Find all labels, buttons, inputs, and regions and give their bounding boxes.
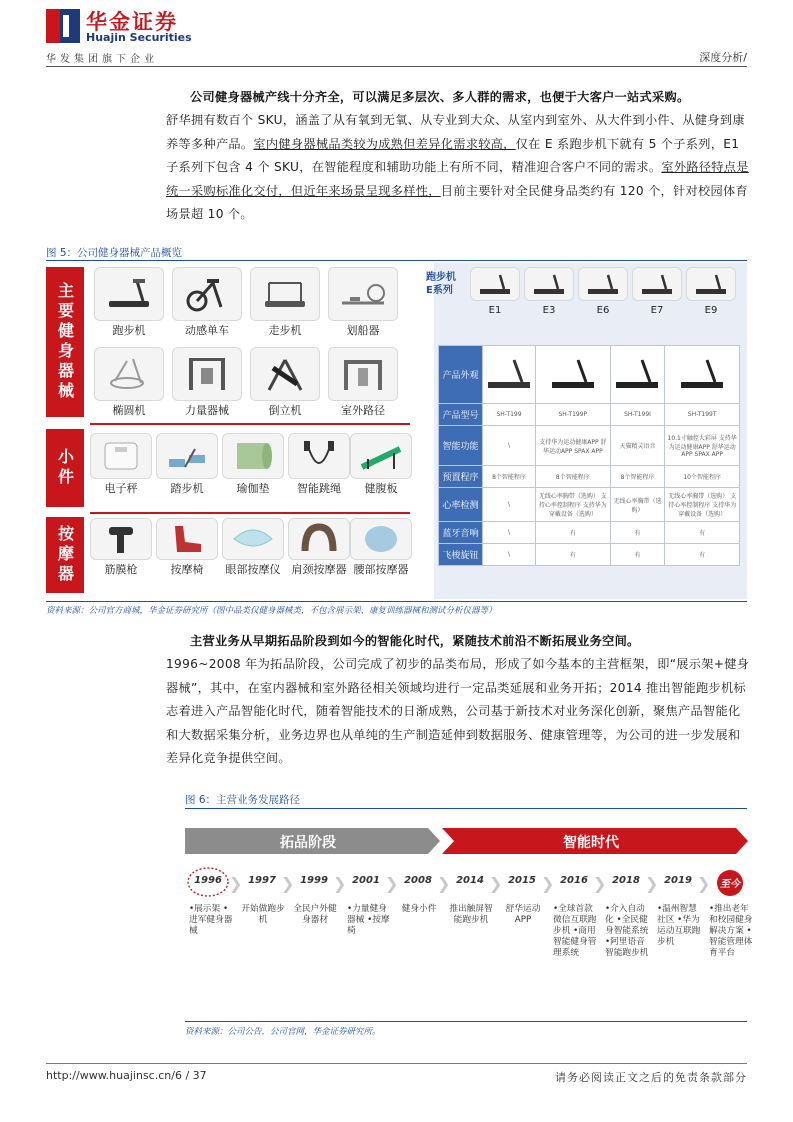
year-label: 1997 (248, 875, 276, 886)
section2-body: 1996~2008 年为拓品阶段，公司完成了初步的品类布局，形成了如今基本的主营框架，即“展示架+健身器械”，其中，在室内器械和室外路径相关领域均进行一定品类延展和业务开拓；2014 推出智能跑步机标志着进入产品智能化时代，随着智能技术的日渐成熟，公司基于新技术对业务深化创新，聚焦产品智能化和大数据采集分析，业务边界也从单纯的生产制造延伸到数据服务、健康管理等，为公司的进一步发展和差异化竞争提供空间。 (166, 657, 750, 766)
huajin-logo-icon (46, 9, 80, 43)
product-card: 瑜伽垫 (222, 433, 284, 496)
phase-smart-era: 智能时代 (563, 835, 619, 851)
product-card: 肩颈按摩器 (288, 518, 350, 577)
treadmill-icon (470, 267, 520, 301)
brand-name: 华金证券 (86, 10, 178, 34)
section1-p5: 目前主要针对全民健身品类约有 120 个，针对校园体育场景超 10 个。 (166, 183, 748, 222)
figure5-title: 图 5：公司健身器械产品概览 (46, 247, 183, 259)
category-divider (90, 512, 410, 514)
product-card: 腰部按摩器 (350, 518, 412, 577)
treadmill-icon (632, 267, 682, 301)
figure5 (46, 263, 747, 599)
year-label: 2008 (404, 875, 432, 886)
waist-massager-icon (350, 518, 412, 560)
chevron-right-icon: ❯ (697, 874, 711, 893)
rowing-machine-icon (328, 267, 398, 321)
ab-board-icon (350, 433, 412, 479)
spec-table: 产品外观 产品型号 SH-T199 SH-T199P SH-T199I SH-T199T 智能功能 \ 支持华为运动健康APP 舒华运动APP SPAX APP 天猫精灵语音 10.1寸触控大彩屏 支持华为运动健康APP 舒华运动APP SPAX APP 预置程序 8个智能程序 8个智能程序 8个智能程序 10个智能程序 心率检测 \ 无线心率胸带（选购） 支持心率控制程序 支持华为穿戴设备（选购） 无线心率胸带（选购） 无线心率胸带（选购） 支持心率控制程序 支持华为穿戴设备（选购） 蓝牙音响 \ 有 有 有 飞梭旋钮 \ 有 有 有 (438, 345, 740, 566)
scale-icon (90, 433, 152, 479)
phase-expansion: 拓品阶段 (280, 835, 336, 851)
chevron-right-icon: ❯ (333, 874, 347, 893)
section1-p2: 室内健身器械品类较为成熟但差异化需求较高， (253, 136, 516, 151)
event-text: •全球首款微信互联跑步机 •商用智能健身管理系统 (553, 904, 597, 958)
figure6-timeline (185, 826, 753, 1016)
treadmill-icon (578, 267, 628, 301)
section1-p3: 仅在 E 系跑步机下就有 5 个子系列，E1 子系列下包含 4 个 SKU，在智能程度和辅助功能上有所不同，精准迎合客户不同的需求。 (166, 136, 740, 175)
treadmill-icon (484, 356, 534, 392)
product-card: 健腹板 (350, 433, 412, 496)
footer-divider (46, 1063, 747, 1064)
inversion-table-icon (250, 347, 320, 401)
chevron-right-icon: ❯ (281, 874, 295, 893)
row-header: 飞梭旋钮 (439, 544, 483, 566)
brand-name-en: Huajin Securities (86, 31, 192, 44)
year-label: 1996 (194, 875, 222, 886)
product-card: 室外路径 (328, 347, 398, 418)
outdoor-equipment-icon (328, 347, 398, 401)
row-header: 心率检测 (439, 488, 483, 522)
eye-massager-icon (222, 518, 284, 560)
row-header: 产品外观 (439, 346, 483, 404)
event-text: 舒华运动APP (505, 904, 541, 925)
product-card: 动感单车 (172, 267, 242, 338)
year-label: 2014 (456, 875, 484, 886)
section1-heading: 公司健身器械产线十分齐全，可以满足多层次、多人群的需求，也便于大客户一站式采购。 (190, 90, 690, 104)
stepper-icon (156, 433, 218, 479)
figure5-rule (46, 260, 747, 261)
product-card: 跑步机 (94, 267, 164, 338)
year-label: 2015 (508, 875, 536, 886)
chevron-right-icon: ❯ (437, 874, 451, 893)
walking-machine-icon (250, 267, 320, 321)
row-header: 预置程序 (439, 466, 483, 488)
chevron-right-icon: ❯ (489, 874, 503, 893)
model-card: E7 (632, 267, 682, 318)
section2-heading: 主营业务从早期拓品阶段到如今的智能化时代，紧随技术前沿不断拓展业务空间。 (190, 634, 640, 648)
product-card: 筋膜枪 (90, 518, 152, 577)
product-card: 倒立机 (250, 347, 320, 418)
year-label: 至今 (720, 879, 740, 890)
event-text: •介入自动化 •全民健身智能系统 •阿里语音智能跑步机 (605, 904, 649, 958)
event-text: 健身小件 (401, 904, 437, 914)
product-card: 电子秤 (90, 433, 152, 496)
treadmill-icon (612, 356, 662, 392)
category-divider (90, 423, 410, 425)
event-text: •展示架 •进军健身器械 (189, 904, 233, 936)
product-card: 走步机 (250, 267, 320, 338)
year-label: 2001 (352, 875, 380, 886)
footer-url[interactable]: http://www.huajinsc.cn/6 / 37 (46, 1069, 207, 1082)
figure6-rule (185, 808, 747, 809)
chevron-right-icon: ❯ (541, 874, 555, 893)
product-card: 划船器 (328, 267, 398, 338)
treadmill-series-label: 跑步机 E系列 (426, 272, 456, 296)
elliptical-icon (94, 347, 164, 401)
figure5-source: 资料来源：公司官方商城，华金证券研究所（图中品类仅健身器械类，不包含展示架、康复训练器械和测试分析仪器等） (46, 606, 497, 616)
section1-p4: 室外路径特点是统一采购标准化交付，但近年来场景呈现多样性， (166, 160, 749, 198)
model-card: E9 (686, 267, 736, 318)
appearance-cell (665, 346, 740, 404)
row-header: 蓝牙音响 (439, 522, 483, 544)
figure5-bottom-rule (46, 601, 747, 602)
row-header: 智能功能 (439, 426, 483, 466)
event-text: 开始做跑步机 (241, 904, 285, 925)
event-text: 全民户外健身器材 (293, 904, 337, 925)
appearance-cell (610, 346, 665, 404)
header-divider (46, 66, 747, 67)
event-text: •推出老年和校园健身解决方案 •智能管理体育平台 (709, 904, 753, 958)
treadmill-icon (524, 267, 574, 301)
report-type: 深度分析/ (699, 51, 747, 64)
section2-text (166, 630, 750, 770)
treadmill-icon (677, 356, 727, 392)
chevron-right-icon: ❯ (229, 874, 243, 893)
footer-disclaimer: 请务必阅读正文之后的免责条款部分 (555, 1071, 747, 1084)
model-card: E6 (578, 267, 628, 318)
chevron-right-icon: ❯ (385, 874, 399, 893)
appearance-cell (483, 346, 536, 404)
appearance-cell (536, 346, 611, 404)
treadmill-icon (548, 356, 598, 392)
section1-p1: 舒华拥有数百个 SKU，涵盖了从有氧到无氧、从专业到大众、从室内到室外、从大件到小件、从健身到康养等多种产品。 (166, 113, 745, 151)
category-massage: 按摩器 (46, 517, 84, 593)
treadmill-icon (94, 267, 164, 321)
section1-text (166, 86, 750, 226)
category-small: 小件 (46, 429, 84, 507)
year-label: 1999 (300, 875, 328, 886)
figure6-title: 图 6：主营业务发展路径 (185, 794, 301, 806)
event-text: •温州智慧社区 •华为运动互联跑步机 (657, 904, 701, 947)
massage-chair-icon (156, 518, 218, 560)
product-card: 眼部按摩仪 (222, 518, 284, 577)
product-card: 智能跳绳 (288, 433, 350, 496)
event-text: •力量健身器械 •按摩椅 (347, 904, 390, 936)
model-card: E1 (470, 267, 520, 318)
event-text: 推出触屏智能跑步机 (449, 904, 493, 925)
year-label: 2019 (664, 875, 692, 886)
year-label: 2018 (612, 875, 640, 886)
product-card: 踏步机 (156, 433, 218, 496)
figure6-bottom-rule (185, 1021, 747, 1022)
brand-subtitle: 华发集团旗下企业 (46, 54, 158, 65)
chevron-right-icon: ❯ (593, 874, 607, 893)
model-card: E3 (524, 267, 574, 318)
year-label: 2016 (560, 875, 588, 886)
product-card: 按摩椅 (156, 518, 218, 577)
massage-gun-icon (90, 518, 152, 560)
product-card: 椭圆机 (94, 347, 164, 418)
product-card: 力量器械 (172, 347, 242, 418)
jump-rope-icon (288, 433, 350, 479)
strength-machine-icon (172, 347, 242, 401)
spin-bike-icon (172, 267, 242, 321)
figure6-source: 资料来源：公司公告，公司官网，华金证券研究所。 (185, 1027, 381, 1037)
neck-massager-icon (288, 518, 350, 560)
category-main: 主要健身器械 (46, 267, 84, 417)
chevron-right-icon: ❯ (645, 874, 659, 893)
treadmill-icon (686, 267, 736, 301)
yoga-mat-icon (222, 433, 284, 479)
row-header: 产品型号 (439, 404, 483, 426)
